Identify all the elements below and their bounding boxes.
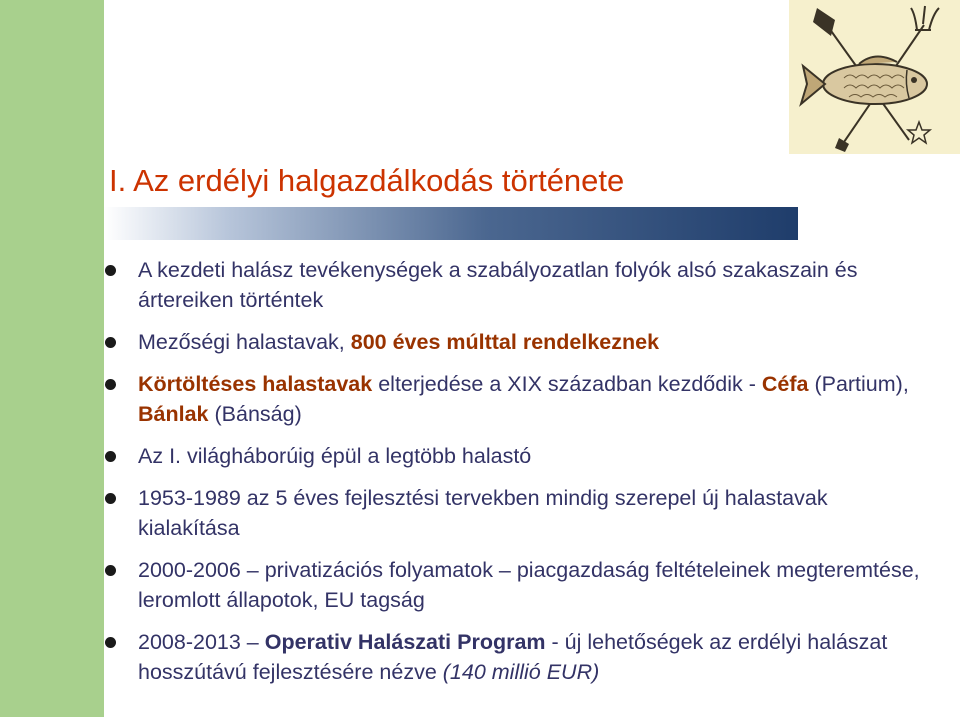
bullet-dot-icon	[105, 379, 116, 390]
bullet-dot-icon	[105, 265, 116, 276]
bullet-list	[105, 255, 925, 699]
bullet-dot-icon	[105, 451, 116, 462]
list-item: A kezdeti halász tevékenységek a szabályozatlan folyók alsó szakaszain és ártereiken történtek	[105, 255, 925, 315]
list-item: 1953-1989 az 5 éves fejlesztési tervekben mindig szerepel új halastavak kialakítása	[105, 483, 925, 543]
left-green-bar	[0, 0, 104, 717]
title-gradient-bar	[104, 207, 798, 240]
list-item: 2000-2006 – privatizációs folyamatok – piacgazdaság feltételeinek megteremtése, leromlott állapotok, EU tagság	[105, 555, 925, 615]
slide-title: I. Az erdélyi halgazdálkodás története	[109, 163, 625, 198]
bullet-dot-icon	[105, 337, 116, 348]
list-item: Mezőségi halastavak, 800 éves múlttal rendelkeznek	[105, 327, 925, 357]
bullet-dot-icon	[105, 493, 116, 504]
list-item: Az I. világháborúig épül a legtöbb halastó	[105, 441, 925, 471]
list-item: 2008-2013 – Operativ Halászati Program - új lehetőségek az erdélyi halászat hosszútávú fejlesztésére nézve (140 millió EUR)	[105, 627, 925, 687]
list-item: Körtöltéses halastavak elterjedése a XIX században kezdődik - Céfa (Partium), Bánlak (Bánság)	[105, 369, 925, 429]
fish-illustration	[789, 0, 960, 154]
fish-with-oars-and-trident-icon	[789, 0, 960, 154]
bullet-dot-icon	[105, 565, 116, 576]
bullet-dot-icon	[105, 637, 116, 648]
